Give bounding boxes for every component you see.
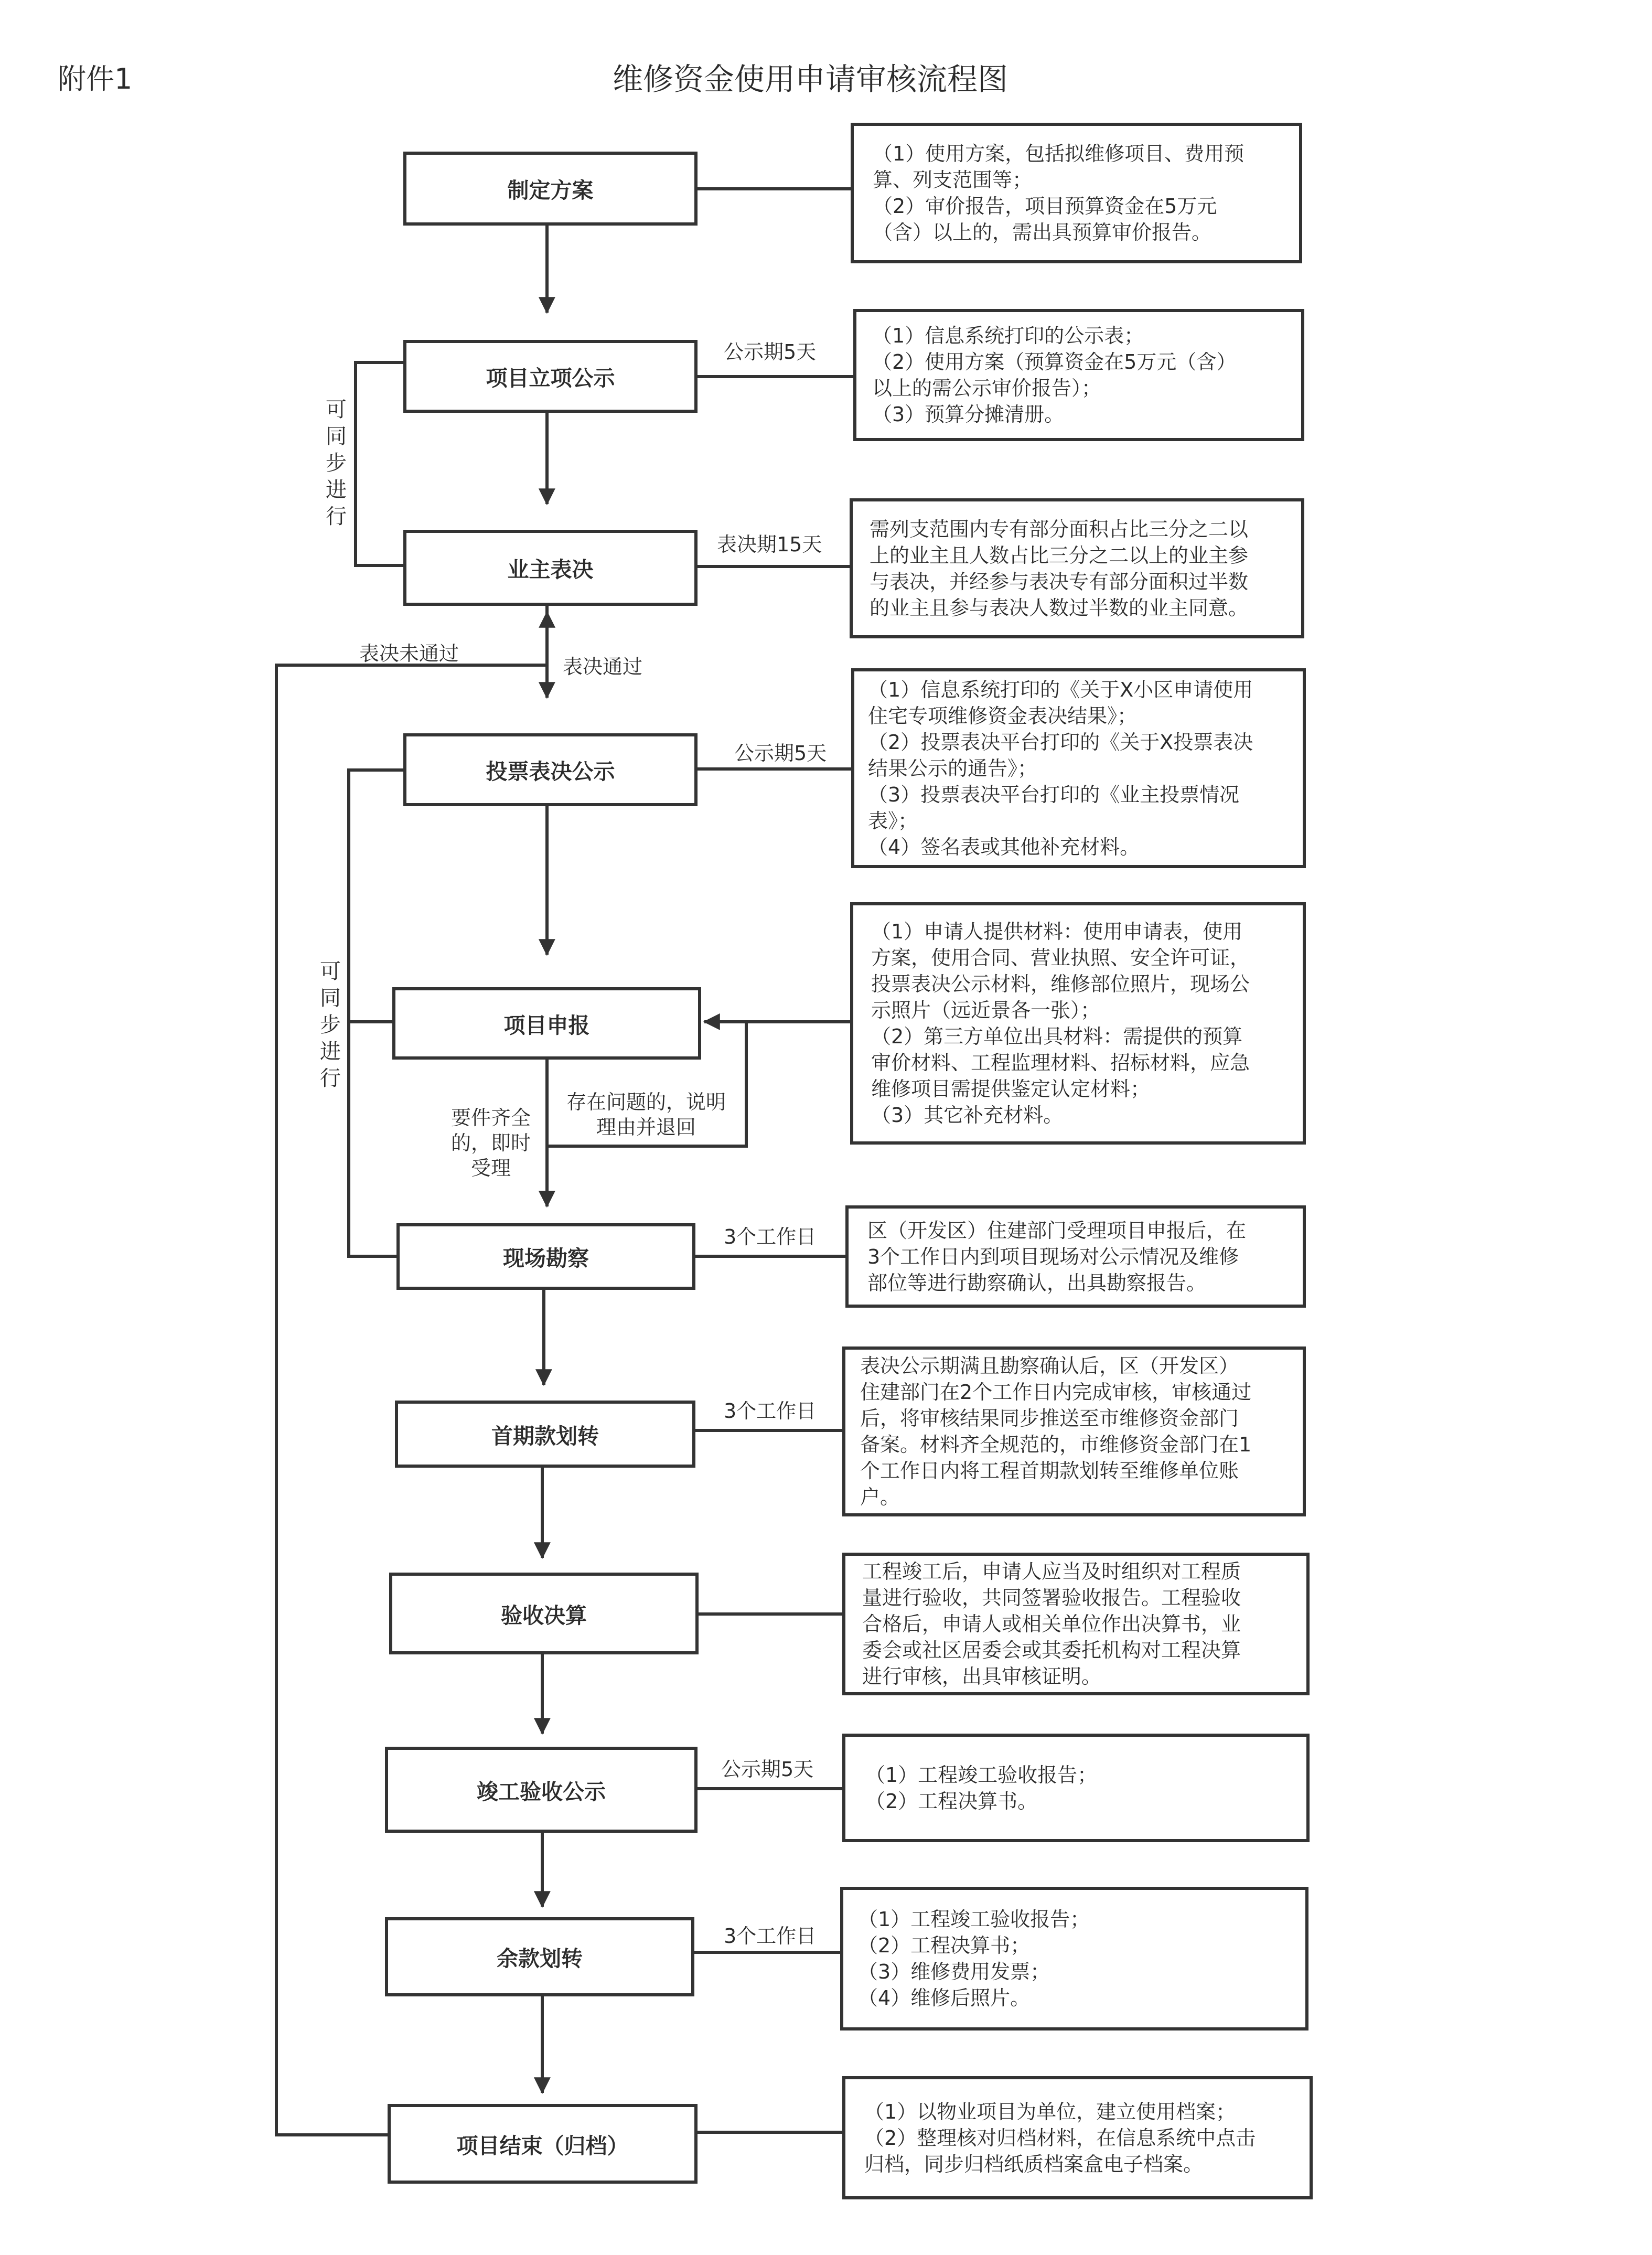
step-box <box>403 340 698 413</box>
step-box <box>396 1223 695 1290</box>
step-label: 项目结束（归档） <box>456 2133 629 2158</box>
step-label: 投票表决公示 <box>486 759 615 784</box>
vote-failed-line <box>276 665 547 2135</box>
note-box <box>853 309 1304 441</box>
note-text: 表决公示期满且勘察确认后，区（开发区） 住建部门在2个工作日内完成审核，审核通过 后，将审核结果同步推送至市维修资金部门 备案。材料齐全规范的，市维修资金部门在1 个工作日内将工程首期款划转至维修单位账 户。 <box>860 1354 1252 1509</box>
step-box <box>403 530 698 606</box>
period-label: 3个工作日 <box>724 1225 817 1248</box>
note-box <box>850 902 1306 1145</box>
note-text: （1）使用方案，包括拟维修项目、费用预 算、列支范围等； （2）审价报告，项目预算资金在5万元 （含）以上的，需出具预算审价报告。 <box>873 142 1245 244</box>
note-box <box>842 1734 1310 1842</box>
accepted-label: 要件齐全 的，即时 受理 <box>451 1106 531 1180</box>
note-text: 工程竣工后，申请人应当及时组织对工程质 量进行验收，共同签署验收报告。工程验收 合格后，申请人或相关单位作出决算书，业 委会或社区居委会或其委托机构对工程决算 进行审核，出具审核证明。 <box>862 1560 1241 1688</box>
vote-failed-label: 表决未通过 <box>359 642 459 665</box>
note-box <box>851 123 1302 263</box>
note-text: （1）申请人提供材料：使用申请表，使用 方案，使用合同、营业执照、安全许可证， 投票表决公示材料，维修部位照片，现场公 示照片（远近景各一张）； （2）第三方单位出具材料：需提供的预算 审价材料、工程监理材料、招标材料，应急 维修项目需提供鉴定认定材料； （3）其它补充材料。 <box>871 920 1250 1127</box>
step-label: 验收决算 <box>501 1602 587 1628</box>
note-text: （1）信息系统打印的公示表； （2）使用方案（预算资金在5万元（含） 以上的需公示审价报告）； （3）预算分摊清册。 <box>872 324 1237 426</box>
period-label: 表决期15天 <box>717 533 822 556</box>
note-box <box>840 1887 1308 2030</box>
step-box <box>385 1747 698 1833</box>
sync-label: 可同步进行 <box>326 398 347 529</box>
step-box <box>392 987 701 1060</box>
step-label: 项目立项公示 <box>486 366 615 391</box>
returned-label: 存在问题的，说明 理由并退回 <box>566 1091 726 1139</box>
note-box <box>845 1205 1306 1308</box>
period-label: 公示期5天 <box>721 1758 814 1781</box>
step-label: 制定方案 <box>507 178 594 203</box>
note-text: （1）信息系统打印的《关于X小区申请使用 住宅专项维修资金表决结果》； （2）投票表决平台打印的《关于X投票表决 结果公示的通告》； （3）投票表决平台打印的《业主投票情况 表》； （4）签名表或其他补充材料。 <box>868 678 1253 859</box>
step-label: 项目申报 <box>503 1012 590 1038</box>
note-box <box>842 2076 1313 2199</box>
note-text: （1）工程竣工验收报告； （2）工程决算书。 <box>865 1763 1098 1813</box>
step-box <box>403 152 698 226</box>
note-box <box>850 498 1304 638</box>
step-box <box>388 2104 698 2184</box>
period-label: 公示期5天 <box>734 742 827 765</box>
step-label: 现场勘察 <box>503 1246 589 1271</box>
note-text: （1）工程竣工验收报告； （2）工程决算书； （3）维修费用发票； （4）维修后照片。 <box>858 1908 1090 2010</box>
note-text: 需列支范围内专有部分面积占比三分之二以 上的业主且人数占比三分之二以上的业主参 与表决，并经参与表决专有部分面积过半数 的业主且参与表决人数过半数的业主同意。 <box>870 517 1249 619</box>
step-label: 余款划转 <box>497 1946 583 1971</box>
step-box <box>403 733 698 806</box>
step-box <box>385 1917 694 1996</box>
period-label: 3个工作日 <box>724 1925 817 1948</box>
period-label: 公示期5天 <box>724 340 817 364</box>
note-text: 区（开发区）住建部门受理项目申报后，在 3个工作日内到项目现场对公示情况及维修 部位等进行勘察确认，出具勘察报告。 <box>867 1219 1247 1295</box>
page-title: 维修资金使用申请审核流程图 <box>612 61 1008 97</box>
note-box <box>851 668 1306 868</box>
step-label: 竣工验收公示 <box>477 1779 606 1804</box>
attachment-label: 附件1 <box>58 62 133 95</box>
sync-label: 可同步进行 <box>320 959 341 1091</box>
vote-passed-label: 表决通过 <box>563 655 643 678</box>
sync-bracket-1 <box>356 362 403 565</box>
note-box <box>842 1553 1310 1695</box>
note-box <box>842 1346 1306 1516</box>
step-box <box>389 1573 699 1654</box>
step-label: 首期款划转 <box>491 1423 599 1449</box>
step-label: 业主表决 <box>507 557 594 582</box>
note-text: （1）以物业项目为单位，建立使用档案； （2）整理核对归档材料，在信息系统中点击 归档，同步归档纸质档案盒电子档案。 <box>864 2100 1256 2176</box>
period-label: 3个工作日 <box>724 1399 817 1423</box>
step-box <box>395 1401 695 1468</box>
